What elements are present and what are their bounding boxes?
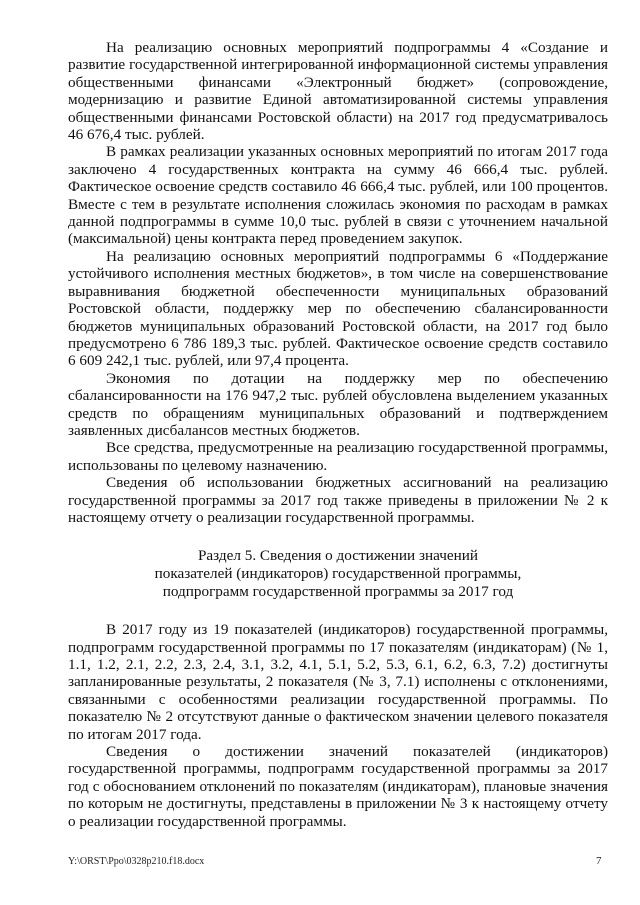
paragraph-contracts: В рамках реализации указанных основных мероприятий по итогам 2017 года заключено 4 государственных контракта на сумму 46 666,4 тыс. рублей. Фактическое освоение средств составило 46 666,4 тыс. рублей, или 100 процентов. Вместе с тем в результате исполнения сложилась экономия по расходам в рамках данной подпрограммы в сумме 10,0 тыс. рублей в связи с уточнением начальной (максимальной) цены контракта перед проведением закупок. <box>68 143 608 248</box>
paragraph-subprogram-6: На реализацию основных мероприятий подпрограммы 6 «Поддержание устойчивого исполнения местных бюджетов», в том числе на совершенствование выравнивания бюджетной обеспеченности муниципальных образований Ростовской области, поддержку мер по обеспечению сбалансированности бюджетов муниципальных образований Ростовской области, на 2017 год было предусмотрено 6 786 189,3 тыс. рублей. Фактическое освоение средств составило 6 609 242,1 тыс. рублей, или 97,4 процента. <box>68 247 608 370</box>
paragraph-indicators-2017: В 2017 году из 19 показателей (индикаторов) государственной программы, подпрограмм государственной программы по 17 показателям (индикаторам) (№ 1, 1.1, 1.2, 2.1, 2.2, 2.3, 2.4, 3.1, 3.2, 4.1, 5.1, 5.2, 5.3, 6.1, 6.2, 6.3, 7.2) достигнуты запланированные результаты, 2 показателя (№ 3, 7.1) исполнены с отклонениями, связанными с особенностями реализации государственной программы. По показателю № 2 отсутствуют данные о фактическом значении целевого показателя по итогам 2017 года. <box>68 621 608 743</box>
section-heading-line-2: показателей (индикаторов) государственной программы, <box>154 564 522 582</box>
section-heading-line-3: подпрограмм государственной программы за 2017 год <box>162 582 514 600</box>
document-page <box>68 39 608 830</box>
paragraph-appendix-2: Сведения об использовании бюджетных ассигнований на реализацию государственной программы за 2017 год также приведены в приложении № 2 к настоящему отчету о реализации государственной программы. <box>68 474 608 526</box>
section-gap <box>68 600 608 621</box>
paragraph-target-use: Все средства, предусмотренные на реализацию государственной программы, использованы по целевому назначению. <box>68 439 608 474</box>
footer-file-path: Y:\ORST\Ppo\0328p210.f18.docx <box>68 856 205 867</box>
footer-page-number: 7 <box>596 855 602 867</box>
section-heading <box>68 547 608 600</box>
paragraph-appendix-3: Сведения о достижении значений показателей (индикаторов) государственной программы, подпрограмм государственной программы за 2017 год с обоснованием отклонений по показателям (индикаторам), плановые значения по которым не достигнуты, представлены в приложении № 3 к настоящему отчету о реализации государственной программы. <box>68 743 608 830</box>
paragraph-subprogram-4: На реализацию основных мероприятий подпрограммы 4 «Создание и развитие государственной интегрированной информационной системы управления общественными финансами «Электронный бюджет» (сопровождение, модернизацию и развитие Единой автоматизированной системы управления общественными финансами Ростовской области) на 2017 год предусматривалось 46 676,4 тыс. рублей. <box>68 39 608 144</box>
paragraph-savings: Экономия по дотации на поддержку мер по обеспечению сбалансированности на 176 947,2 тыс. рублей обусловлена выделением указанных средств по обращениям муниципальных образований и подтверждением заявленных дисбалансов местных бюджетов. <box>68 369 608 439</box>
section-heading-line-1: Раздел 5. Сведения о достижении значений <box>197 547 479 565</box>
